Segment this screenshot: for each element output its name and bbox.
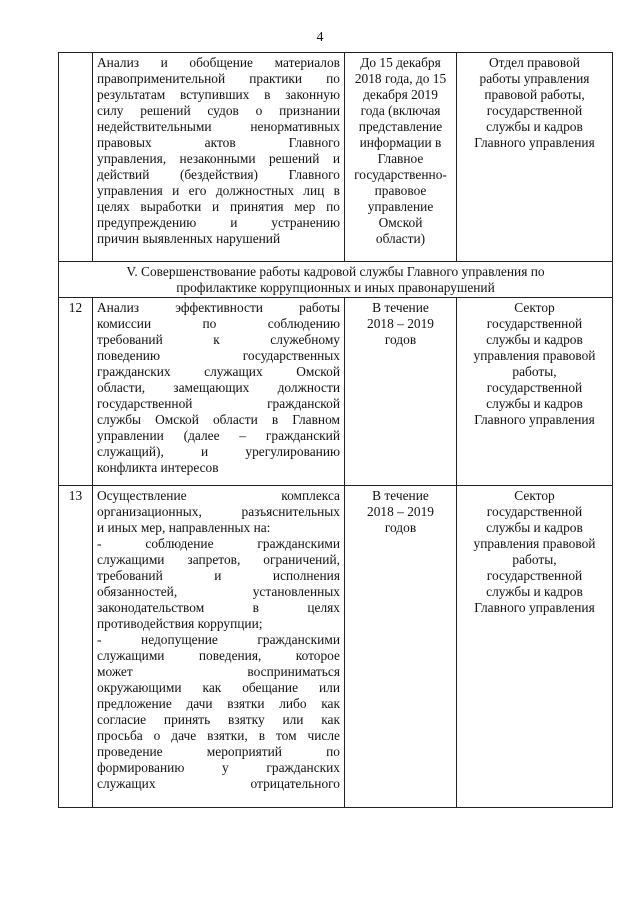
text-line: Сектор: [514, 488, 555, 503]
text-line: целях выработки и принятия мер по: [97, 199, 340, 214]
text-line: В течение: [372, 488, 429, 503]
text-line: Отдел правовой: [489, 55, 580, 70]
text-line: службы и кадров: [486, 396, 583, 411]
text-line: 2018 года, до 15: [354, 71, 447, 86]
text-line: причин выявленных нарушений: [97, 231, 281, 246]
text-line: государственной: [486, 380, 583, 395]
text-line: Главного управления: [474, 600, 595, 615]
responsible-cell: [457, 486, 613, 808]
text-line: 2018 – 2019: [367, 504, 434, 519]
text-line: силу решений судов о признании: [97, 103, 340, 118]
deadline-cell: [345, 298, 457, 486]
row-number: 13: [59, 486, 93, 808]
text-line: обязанностей, установленных: [97, 584, 340, 599]
text-line: конфликта интересов: [97, 460, 219, 475]
text-line: организационных, разъяснительных: [97, 504, 340, 519]
text-line: управления правовой: [473, 348, 596, 363]
section-row: [59, 262, 613, 298]
text-line: гражданских служащих Омской: [97, 364, 340, 379]
section-heading: [59, 262, 613, 298]
text-line: просьба о даче взятки, в том числе: [97, 728, 340, 743]
text-line: предупреждению и устранению: [97, 215, 340, 230]
deadline-cell: [345, 486, 457, 808]
text-line: службы и кадров: [486, 520, 583, 535]
text-line: служащих отрицательного: [97, 776, 340, 791]
table-row: [59, 53, 613, 262]
text-line: - недопущение гражданскими: [97, 632, 340, 647]
table-row: [59, 486, 613, 808]
text-line: Главное: [377, 151, 424, 166]
text-line: службы и кадров: [486, 332, 583, 347]
section-title-line: профилактике коррупционных и иных правонарушений: [176, 280, 495, 295]
text-line: декабря 2019: [363, 87, 438, 102]
text-line: правовых актов Главного: [97, 135, 340, 150]
text-line: информации в: [359, 135, 442, 150]
text-line: служащий), и урегулированию: [97, 444, 340, 459]
text-line: годов: [384, 520, 417, 535]
text-line: службы и кадров: [486, 584, 583, 599]
text-line: 2018 – 2019: [367, 316, 434, 331]
text-line: правовой работы,: [484, 87, 585, 102]
measure-description: [93, 298, 345, 486]
measure-description: [93, 53, 345, 262]
text-line: государственной: [486, 316, 583, 331]
deadline-cell: [345, 53, 457, 262]
text-line: В течение: [372, 300, 429, 315]
row-number: 12: [59, 298, 93, 486]
text-line: представление: [358, 119, 443, 134]
text-line: области): [375, 231, 426, 246]
section-title-line: V. Совершенствование работы кадровой службы Главного управления по: [126, 264, 545, 279]
text-line: года (включая: [360, 103, 441, 118]
text-line: правоприменительной практики по: [97, 71, 340, 86]
text-line: управлении (далее – гражданский: [97, 428, 340, 443]
text-line: - соблюдение гражданскими: [97, 536, 340, 551]
text-line: Сектор: [514, 300, 555, 315]
page-number: 4: [316, 30, 324, 45]
text-line: государственной гражданской: [97, 396, 340, 411]
text-line: годов: [384, 332, 417, 347]
text-line: управления, незаконными решений и: [97, 151, 340, 166]
table-row: [59, 298, 613, 486]
text-line: работы,: [512, 364, 557, 379]
row-number: [59, 53, 93, 262]
text-line: предложение дачи взятки либо как: [97, 696, 340, 711]
text-line: управление: [367, 199, 434, 214]
text-line: требований и исполнения: [97, 568, 340, 583]
plan-table: [58, 52, 613, 808]
text-line: формированию у гражданских: [97, 760, 340, 775]
responsible-cell: [457, 53, 613, 262]
text-line: поведению государственных: [97, 348, 340, 363]
text-line: До 15 декабря: [360, 55, 441, 70]
text-line: управления и его должностных лиц в: [97, 183, 340, 198]
measure-description: [93, 486, 345, 808]
text-line: служащими поведения, которое: [97, 648, 340, 663]
text-line: работы управления: [479, 71, 590, 86]
text-line: правовое: [374, 183, 427, 198]
text-line: и иных мер, направленных на:: [97, 520, 271, 535]
text-line: Главного управления: [474, 412, 595, 427]
text-line: Анализ эффективности работы: [97, 300, 340, 315]
text-line: законодательством в целях: [97, 600, 340, 615]
text-line: противодействия коррупции;: [97, 616, 263, 631]
text-line: управления правовой: [473, 536, 596, 551]
text-line: Омской: [378, 215, 423, 230]
text-line: государственной: [486, 568, 583, 583]
text-line: окружающими как обещание или: [97, 680, 340, 695]
text-line: работы,: [512, 552, 557, 567]
text-line: службы Омской области в Главном: [97, 412, 340, 427]
text-line: действий (бездействия) Главного: [97, 167, 340, 182]
text-line: государственно-: [354, 167, 447, 182]
text-line: государственной: [486, 103, 583, 118]
text-line: проведение мероприятий по: [97, 744, 340, 759]
text-line: Главного управления: [474, 135, 595, 150]
text-line: служащими запретов, ограничений,: [97, 552, 340, 567]
text-line: согласие принять взятку или как: [97, 712, 340, 727]
responsible-cell: [457, 298, 613, 486]
text-line: недействительными ненормативных: [97, 119, 340, 134]
text-line: Анализ и обобщение материалов: [97, 55, 340, 70]
text-line: комиссии по соблюдению: [97, 316, 340, 331]
text-line: требований к служебному: [97, 332, 340, 347]
text-line: результатам вступивших в законную: [97, 87, 340, 102]
text-line: службы и кадров: [486, 119, 583, 134]
text-line: Осуществление комплекса: [97, 488, 340, 503]
text-line: области, замещающих должности: [97, 380, 340, 395]
text-line: может восприниматься: [97, 664, 340, 679]
text-line: государственной: [486, 504, 583, 519]
